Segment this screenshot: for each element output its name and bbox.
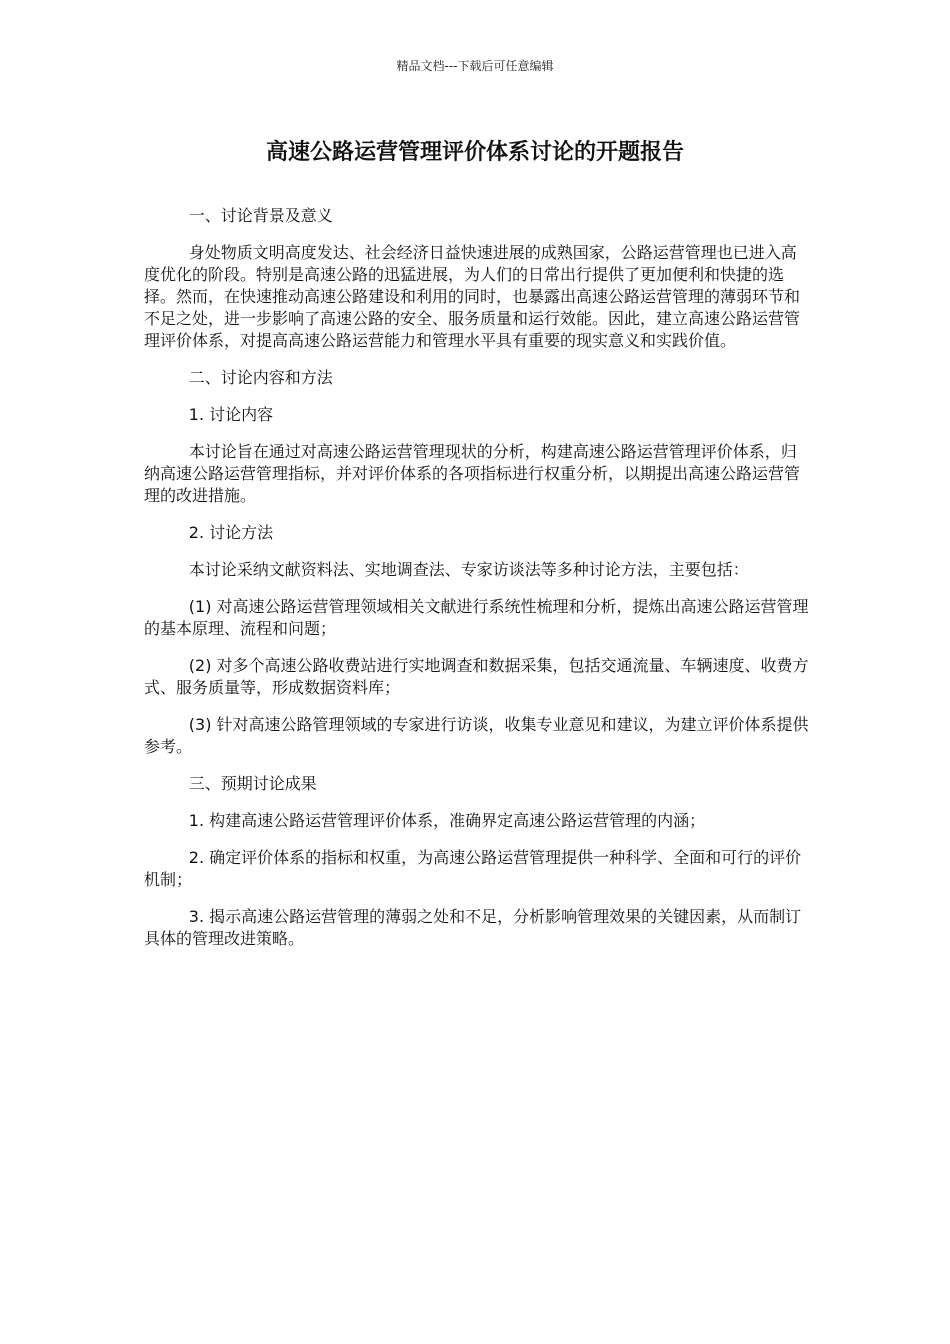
list-item-outcome-2: 2. 确定评价体系的指标和权重，为高速公路运营管理提供一种科学、全面和可行的评价机制； (144, 848, 802, 889)
paragraph-background: 身处物质文明高度发达、社会经济日益快速进展的成熟国家，公路运营管理也已进入高度优化的阶段。特别是高速公路的迅猛进展，为人们的日常出行提供了更加便利和快捷的选择。然而，在快速推动高速公路建设和利用的同时，也暴露出高速公路运营管理的薄弱环节和不足之处，进一步影响了高速公路的安全、服务质量和运行效能。因此，建立高速公路运营管理评价体系，对提高高速公路运营能力和管理水平具有重要的现实意义和实践价值。 (144, 243, 801, 350)
section-heading-content-method: 二、讨论内容和方法 (188, 368, 333, 387)
paragraph-content: 本讨论旨在通过对高速公路运营管理现状的分析，构建高速公路运营管理评价体系，归纳高速公路运营管理指标，并对评价体系的各项指标进行权重分析，以期提出高速公路运营管理的改进措施。 (144, 442, 801, 505)
list-item-method-1: (1) 对高速公路运营管理领域相关文献进行系统性梳理和分析，提炼出高速公路运营管理的基本原理、流程和问题； (144, 597, 809, 638)
list-item-method-2: (2) 对多个高速公路收费站进行实地调查和数据采集，包括交通流量、车辆速度、收费方式、服务质量等，形成数据资料库； (144, 656, 809, 697)
header-note: 精品文档---下载后可任意编辑 (396, 59, 554, 73)
section-heading-outcomes: 三、预期讨论成果 (188, 774, 317, 793)
document-body (144, 205, 810, 965)
section-heading-background: 一、讨论背景及意义 (188, 206, 333, 225)
list-item-method-3: (3) 针对高速公路管理领域的专家进行访谈，收集专业意见和建议，为建立评价体系提供参考。 (144, 715, 809, 756)
document-title: 高速公路运营管理评价体系讨论的开题报告 (265, 140, 684, 165)
subheading-method: 2. 讨论方法 (188, 523, 274, 542)
list-item-outcome-3: 3. 揭示高速公路运营管理的薄弱之处和不足，分析影响管理效果的关键因素，从而制订具体的管理改进策略。 (144, 907, 802, 948)
list-item-outcome-1: 1. 构建高速公路运营管理评价体系，准确界定高速公路运营管理的内涵； (188, 811, 706, 830)
subheading-content: 1. 讨论内容 (188, 405, 274, 424)
paragraph-method-intro: 本讨论采纳文献资料法、实地调查法、专家访谈法等多种讨论方法，主要包括： (188, 560, 749, 579)
